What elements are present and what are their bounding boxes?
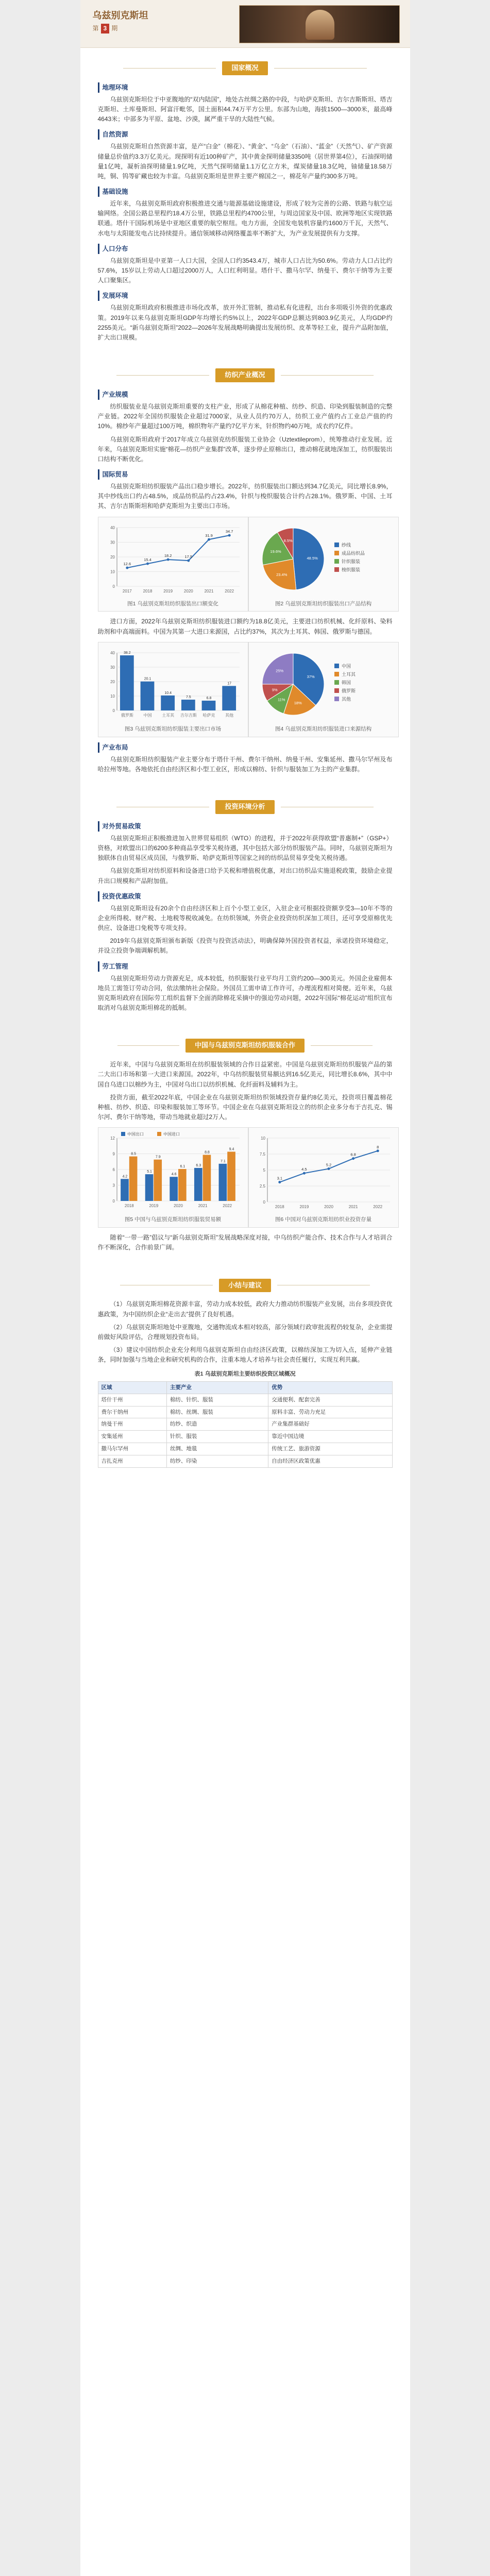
paragraph: 乌兹别克斯坦劳动力资源充足，成本较低，纺织服装行业平均月工资约200—300美元。外国企业雇佣本地员工需签订劳动合同，依法缴纳社会保险。外国员工需申请工作许可，办理流程相对简便。近年来，乌兹别克斯坦政府在国际劳工组织监督下全面消除棉花采摘中的强迫劳动问题，2022年国际“棉花运动”组织宣布取消对乌兹别克斯坦棉花的抵制。 bbox=[97, 974, 393, 1012]
data-point bbox=[166, 558, 169, 561]
y-tick-label: 40 bbox=[110, 650, 115, 655]
issue-prefix: 第 bbox=[92, 25, 99, 32]
slice-label: 37% bbox=[307, 674, 315, 680]
data-label: 4.2 bbox=[122, 1175, 127, 1179]
y-tick-label: 0 bbox=[263, 1200, 265, 1205]
x-tick-label: 俄罗斯 bbox=[121, 713, 133, 718]
chart-3-title: 图3 乌兹别克斯坦纺织服装主要出口市场 bbox=[124, 725, 222, 732]
series-line bbox=[127, 535, 229, 568]
x-tick-label: 中国 bbox=[143, 713, 151, 718]
data-label: 9.4 bbox=[229, 1147, 234, 1151]
slice-label: 23.4% bbox=[276, 572, 287, 577]
legend-label: 成品纺织品 bbox=[341, 550, 365, 556]
x-tick-label: 2018 bbox=[275, 1205, 284, 1210]
table-cell: 安集延州 bbox=[98, 1431, 166, 1443]
table-cell: 棉纺、针织、服装 bbox=[166, 1394, 268, 1406]
section-5-content bbox=[80, 1299, 410, 1467]
table-cell: 撒马尔罕州 bbox=[98, 1443, 166, 1455]
bar bbox=[154, 1160, 162, 1201]
bar bbox=[170, 1177, 178, 1201]
paragraph: 乌兹别克斯坦是中亚第一人口大国，全国人口约3543.4万，城市人口占比为50.6%。劳动力人口占比约57.6%，15岁以上劳动人口超过2000万人，人口红利明显。塔什干、撒马尔罕、纳曼干、费尔干纳等为主要人口聚集区。 bbox=[97, 257, 393, 284]
x-tick-label: 土耳其 bbox=[161, 713, 174, 718]
data-label: 6.8 bbox=[350, 1153, 356, 1158]
x-tick-label: 2022 bbox=[373, 1205, 382, 1210]
table-cell: 原料丰富、劳动力充足 bbox=[268, 1406, 392, 1418]
legend-swatch bbox=[334, 664, 339, 668]
paragraph: 乌兹别克斯坦正积极推进加入世界贸易组织（WTO）的进程，并于2022年获得欧盟“普惠制+”（GSP+）资格，对欧盟出口的6200多种商品享受零关税待遇，其中包括大部分纺织服装产品。同时，乌兹别克斯坦为独联体自由贸易区成员国，与俄罗斯、哈萨克斯坦等国家之间的纺织品贸易享受免关税待遇。 bbox=[97, 834, 393, 862]
legend-swatch bbox=[334, 551, 339, 555]
x-tick-label: 2020 bbox=[324, 1205, 333, 1210]
paragraph: 乌兹别克斯坦设有20余个自由经济区和上百个小型工业区，入驻企业可根据投资额享受3—10年不等的企业所得税、财产税、土地税等税收减免。在纺织领域，外资企业投资纺织深加工项目，还可享受原棉优先供应、设备进口免税等专项支持。 bbox=[97, 904, 393, 932]
subhead: 国际贸易 bbox=[98, 469, 393, 480]
table-row bbox=[98, 1443, 392, 1455]
section-title-1 bbox=[80, 61, 410, 75]
chart-1-line bbox=[102, 520, 245, 598]
table-row bbox=[98, 1431, 392, 1443]
data-label: 17.5 bbox=[184, 554, 192, 559]
issue-number: 3 bbox=[101, 24, 110, 33]
figure-row-3 bbox=[98, 1127, 393, 1228]
table-header-cell: 优势 bbox=[268, 1382, 392, 1394]
slice-label: 48.5% bbox=[307, 555, 318, 561]
chart-4-title: 图4 乌兹别克斯坦纺织服装进口来源结构 bbox=[275, 725, 372, 732]
chart-1-box bbox=[98, 517, 248, 612]
table-row bbox=[98, 1394, 392, 1406]
legend-swatch bbox=[157, 1132, 161, 1136]
chart-2-box bbox=[248, 517, 399, 612]
legend-swatch bbox=[334, 688, 339, 693]
table-cell: 纺纱、印染 bbox=[166, 1455, 268, 1467]
subhead: 劳工管理 bbox=[98, 961, 393, 972]
subhead: 产业布局 bbox=[98, 742, 393, 753]
x-tick-label: 2020 bbox=[183, 588, 193, 594]
data-label: 15.4 bbox=[143, 557, 151, 562]
legend-label: 韩国 bbox=[341, 680, 351, 685]
table-cell: 吉扎克州 bbox=[98, 1455, 166, 1467]
data-label: 7.5 bbox=[185, 695, 191, 699]
paragraph: （1）乌兹别克斯坦棉花资源丰富，劳动力成本较低，政府大力推动纺织服装产业发展，出台多项投资优惠政策，为中国纺织企业“走出去”提供了良好机遇。 bbox=[97, 1300, 393, 1318]
data-point bbox=[126, 566, 128, 569]
table-cell: 纳曼干州 bbox=[98, 1418, 166, 1431]
paragraph: 乌兹别克斯坦位于中亚腹地的“双内陆国”，地处古丝绸之路的中段，与哈萨克斯坦、吉尔吉斯斯坦、塔吉克斯坦、土库曼斯坦、阿富汗毗邻，国土面积44.74万平方公里。东部为山地，海拔1500—3000米，最高峰4643米；中部多为平原、盆地、沙漠，属严重干旱的大陆性气候。 bbox=[97, 95, 393, 123]
data-label: 10.4 bbox=[164, 691, 172, 695]
y-tick-label: 30 bbox=[110, 540, 115, 545]
y-tick-label: 30 bbox=[110, 665, 115, 670]
slice-label: 11% bbox=[277, 697, 285, 702]
paragraph: 乌兹别克斯坦政府积极推进市场化改革，放开外汇管制，推动私有化进程，出台多项吸引外资的优惠政策。2019年以来乌兹别克斯坦GDP年均增长约5%以上，2022年GDP总额达到803.9亿美元，人均GDP约2255美元。“新乌兹别克斯坦”2022—2026年发展战略明确提出发展纺织、皮革等轻工业，提升产品附加值，扩大出口规模。 bbox=[97, 304, 393, 341]
subhead: 对外贸易政策 bbox=[98, 821, 393, 832]
data-point bbox=[302, 1172, 305, 1175]
table-cell: 棉纺、丝绸、服装 bbox=[166, 1406, 268, 1418]
data-label: 7.1 bbox=[220, 1160, 226, 1164]
table-cell: 费尔干纳州 bbox=[98, 1406, 166, 1418]
legend-swatch bbox=[334, 543, 339, 547]
x-tick-label: 吉尔吉斯 bbox=[180, 713, 197, 718]
data-point bbox=[146, 562, 149, 565]
paragraph: 乌兹别克斯坦纺织服装产品出口稳步增长。2022年，纺织服装出口额达到34.7亿美元，同比增长8.9%，其中纱线出口约占48.5%，成品纺织品约占23.4%，针织与梭织服装合计约占28.1%。俄罗斯、中国、土耳其、吉尔吉斯斯坦和哈萨克斯坦为主要出口市场。 bbox=[97, 483, 393, 510]
data-label: 7.9 bbox=[155, 1156, 161, 1160]
y-tick-label: 9 bbox=[112, 1151, 115, 1157]
data-label: 8.8 bbox=[204, 1150, 210, 1155]
data-label: 3.1 bbox=[277, 1176, 282, 1181]
bar bbox=[145, 1174, 153, 1201]
chart-4-box bbox=[248, 642, 399, 737]
y-tick-label: 20 bbox=[110, 679, 115, 684]
data-label: 5.1 bbox=[146, 1170, 152, 1174]
data-label: 38.2 bbox=[123, 651, 131, 655]
bar bbox=[129, 1157, 137, 1201]
bar bbox=[120, 655, 133, 710]
x-tick-label: 2021 bbox=[204, 588, 213, 594]
investment-region-table bbox=[98, 1381, 393, 1468]
x-tick-label: 2019 bbox=[299, 1205, 309, 1210]
data-label: 12.6 bbox=[123, 561, 131, 566]
table-header-row bbox=[98, 1382, 392, 1394]
legend-label: 中国出口 bbox=[127, 1132, 144, 1137]
table-title: 表1 乌兹别克斯坦主要纺织投资区域概况 bbox=[194, 1371, 296, 1378]
data-label: 5.2 bbox=[326, 1162, 331, 1167]
legend-swatch bbox=[334, 567, 339, 572]
legend-label: 俄罗斯 bbox=[341, 688, 356, 693]
section-4-content bbox=[80, 1060, 410, 1252]
bar bbox=[161, 696, 175, 710]
subhead: 基础设施 bbox=[98, 187, 393, 197]
data-label: 8 bbox=[376, 1145, 379, 1150]
table-row bbox=[98, 1418, 392, 1431]
subhead: 发展环境 bbox=[98, 291, 393, 301]
subhead: 地理环境 bbox=[98, 82, 393, 93]
table-cell: 传统工艺、旅游资源 bbox=[268, 1443, 392, 1455]
y-tick-label: 0 bbox=[112, 584, 115, 589]
y-tick-label: 20 bbox=[110, 554, 115, 560]
data-point bbox=[352, 1158, 354, 1160]
chart-4-pie bbox=[252, 646, 395, 723]
header-banner-image bbox=[239, 5, 400, 43]
table-cell: 自由经济区政策优惠 bbox=[268, 1455, 392, 1467]
figure-row-1 bbox=[98, 517, 393, 612]
table-header-cell: 主要产业 bbox=[166, 1382, 268, 1394]
slice-label: 19.6% bbox=[269, 549, 281, 554]
y-tick-label: 0 bbox=[112, 1199, 115, 1204]
table-row bbox=[98, 1455, 392, 1467]
data-label: 8.5 bbox=[130, 1152, 136, 1156]
banner-figure bbox=[306, 10, 334, 40]
y-tick-label: 2.5 bbox=[259, 1184, 265, 1189]
chart-6-title: 图6 中国对乌兹别克斯坦纺织业投资存量 bbox=[275, 1216, 372, 1223]
table-cell: 产业集群基础好 bbox=[268, 1418, 392, 1431]
paragraph: （2）乌兹别克斯坦地处中亚腹地，交通物流成本相对较高，部分领域行政审批流程仍较复杂，企业需提前做好风险评估，合理规划投资布局。 bbox=[97, 1323, 393, 1341]
chart-6-box bbox=[248, 1127, 399, 1228]
legend-swatch bbox=[121, 1132, 125, 1136]
section-pill: 小结与建议 bbox=[219, 1279, 271, 1293]
data-point bbox=[376, 1150, 379, 1153]
data-point bbox=[228, 534, 230, 536]
x-tick-label: 哈萨克 bbox=[202, 713, 215, 718]
paragraph: 乌兹别克斯坦对纺织原料和设备进口给予关税和增值税优惠，对出口纺织品实施退税政策，鼓励企业提升出口规模和产品附加值。 bbox=[97, 867, 393, 885]
chart-2-pie bbox=[252, 520, 395, 598]
figure-row-2 bbox=[98, 642, 393, 737]
data-label: 6.8 bbox=[206, 696, 211, 700]
paragraph: 近年来，中国与乌兹别克斯坦在纺织服装领域的合作日益紧密。中国是乌兹别克斯坦纺织服装产品的第二大出口市场和第一大进口来源国。2022年，中乌纺织服装贸易额达到16.5亿美元，同比增长8.6%，其中中国自乌进口以棉纱为主，中国对乌出口以纺织机械、化纤面料及辅料为主。 bbox=[97, 1061, 393, 1088]
table-header-cell: 区域 bbox=[98, 1382, 166, 1394]
table-cell: 交通便利、配套完善 bbox=[268, 1394, 392, 1406]
legend-swatch bbox=[334, 697, 339, 701]
data-point bbox=[187, 559, 190, 562]
chart-2-title: 图2 乌兹别克斯坦纺织服装出口产品结构 bbox=[275, 600, 372, 607]
section-title-5 bbox=[80, 1279, 410, 1293]
y-tick-label: 5 bbox=[263, 1168, 265, 1173]
paragraph: 随着“一带一路”倡议与“新乌兹别克斯坦”发展战略深度对接，中乌纺织产能合作、技术合作与人才培训合作不断深化，合作前景广阔。 bbox=[97, 1234, 393, 1251]
x-tick-label: 2019 bbox=[163, 588, 173, 594]
chart-5-box bbox=[98, 1127, 248, 1228]
y-tick-label: 10 bbox=[110, 693, 115, 699]
header bbox=[80, 0, 410, 48]
paragraph: 2019年乌兹别克斯坦颁布新版《投资与投资活动法》，明确保障外国投资者权益，承诺投资环境稳定，并设立投资争端调解机制。 bbox=[97, 937, 393, 955]
paragraph: 乌兹别克斯坦纺织服装产业主要分布于塔什干州、费尔干纳州、纳曼干州、安集延州、撒马尔罕州及布哈拉州等地。各地依托自由经济区和小型工业区，形成以棉纺、针织与服装加工为主的产业集群。 bbox=[97, 755, 393, 773]
bar bbox=[202, 1155, 211, 1201]
section-title-2 bbox=[80, 368, 410, 382]
y-tick-label: 3 bbox=[112, 1183, 115, 1188]
y-tick-label: 10 bbox=[260, 1136, 265, 1141]
section-1-content bbox=[80, 82, 410, 343]
paragraph: （3）建议中国纺织企业充分利用乌兹别克斯坦自由经济区政策，以棉纺深加工为切入点，延伸产业链条，同时加强与当地企业和研究机构的合作，注重本地人才培养与社会责任履行，实现互利共赢。 bbox=[97, 1346, 393, 1364]
y-tick-label: 12 bbox=[110, 1136, 115, 1141]
legend-label: 其他 bbox=[341, 696, 351, 702]
chart-1-title: 图1 乌兹别克斯坦纺织服装出口额变化 bbox=[127, 600, 218, 607]
data-label: 34.7 bbox=[225, 529, 233, 534]
data-point bbox=[208, 538, 210, 540]
section-title-4 bbox=[80, 1039, 410, 1053]
table-row bbox=[98, 1406, 392, 1418]
x-tick-label: 2018 bbox=[124, 1204, 134, 1209]
data-label: 4.5 bbox=[301, 1167, 307, 1172]
paragraph: 乌兹别克斯坦政府于2017年成立乌兹别克纺织服装工业协会（Uztextileprom），统筹推动行业发展。近年来，乌兹别克斯坦实施“棉花—纺织产业集群”改革，逐步停止原棉出口，推动棉花就地深加工，纺织服装出口结构不断优化。 bbox=[97, 435, 393, 463]
table-cell: 塔什干州 bbox=[98, 1394, 166, 1406]
subhead: 产业规模 bbox=[98, 389, 393, 400]
slice-label: 9% bbox=[272, 687, 278, 692]
legend-label: 中国进口 bbox=[163, 1132, 180, 1137]
x-tick-label: 2022 bbox=[224, 588, 234, 594]
bar bbox=[227, 1152, 235, 1201]
y-tick-label: 0 bbox=[112, 708, 115, 713]
data-label: 4.6 bbox=[171, 1173, 177, 1177]
subhead: 自然资源 bbox=[98, 129, 393, 140]
section-3-content bbox=[80, 821, 410, 1013]
bar bbox=[218, 1164, 227, 1201]
chart-5-title: 图5 中国与乌兹别克斯坦纺织服装贸易额 bbox=[124, 1216, 222, 1223]
legend-label: 中国 bbox=[341, 663, 351, 669]
paragraph: 纺织服装业是乌兹别克斯坦重要的支柱产业，形成了从棉花种植、纺纱、织造、印染到服装制造的完整产业链。2022年全国纺织服装企业超过7000家，从业人员约70万人，纺织工业产值约占工业总产值的约10%。棉纱年产量超过100万吨，棉织物年产量约7亿平方米，针织物约40万吨，成衣约7亿件。 bbox=[97, 402, 393, 430]
x-tick-label: 2019 bbox=[149, 1204, 158, 1209]
y-tick-label: 10 bbox=[110, 569, 115, 574]
bar bbox=[194, 1168, 202, 1201]
section-pill: 中国与乌兹别克斯坦纺织服装合作 bbox=[185, 1039, 305, 1053]
x-tick-label: 2021 bbox=[348, 1205, 358, 1210]
legend-label: 土耳其 bbox=[341, 671, 356, 677]
x-tick-label: 2022 bbox=[222, 1204, 232, 1209]
y-tick-label: 6 bbox=[112, 1167, 115, 1173]
slice-label: 25% bbox=[275, 668, 283, 673]
paragraph: 进口方面，2022年乌兹别克斯坦纺织服装进口额约为18.8亿美元，主要进口纺织机械、化纤原料、染料助剂和中高端面料。中国为其第一大进口来源国，占比约37%，其次为土耳其、韩国、俄罗斯与德国。 bbox=[97, 618, 393, 635]
paragraph: 投资方面，截至2022年底，中国企业在乌兹别克斯坦纺织领域投资存量约8亿美元，投资项目覆盖棉花种植、纺纱、织造、印染和服装加工等环节。中国企业在乌兹别克斯坦设立的纺织企业多分布于吉扎克、锡尔河、费尔干纳等地，带动当地就业超过2万人。 bbox=[97, 1093, 393, 1121]
brand-title: 乌兹别克斯坦 bbox=[92, 10, 148, 21]
table-cell: 纺纱、织造 bbox=[166, 1418, 268, 1431]
legend-label: 纱线 bbox=[341, 542, 351, 548]
table-cell: 丝绸、地毯 bbox=[166, 1443, 268, 1455]
page bbox=[80, 0, 410, 2576]
section-pill: 纺织产业概况 bbox=[215, 368, 274, 382]
legend-label: 针织服装 bbox=[341, 558, 360, 564]
bar bbox=[222, 686, 236, 710]
x-tick-label: 其他 bbox=[225, 713, 233, 718]
data-label: 20.1 bbox=[144, 677, 151, 681]
x-tick-label: 2021 bbox=[198, 1204, 207, 1209]
data-label: 31.9 bbox=[205, 533, 213, 538]
table-cell: 针织、服装 bbox=[166, 1431, 268, 1443]
chart-3-box bbox=[98, 642, 248, 737]
bar bbox=[178, 1169, 187, 1201]
legend-swatch bbox=[334, 559, 339, 564]
chart-5-bar bbox=[102, 1131, 245, 1213]
y-tick-label: 7.5 bbox=[259, 1152, 265, 1157]
issue-label bbox=[93, 24, 118, 33]
data-point bbox=[278, 1181, 281, 1183]
section-pill: 国家概况 bbox=[222, 61, 267, 75]
table-body bbox=[98, 1394, 392, 1467]
legend-swatch bbox=[334, 680, 339, 685]
paragraph: 近年来，乌兹别克斯坦政府积极推进交通与能源基础设施建设，形成了较为完善的公路、铁路与航空运输网络。全国公路总里程约18.4万公里，铁路总里程约4700公里，与周边国家及中国、欧洲等地区实现铁路联通。塔什干国际机场是中亚地区重要的航空枢纽。电力方面，全国发电装机容量约1600万千瓦，天然气、水电与太阳能发电占比持续提升。通信领域移动网络覆盖率不断扩大，为产业发展提供有力支撑。 bbox=[97, 200, 393, 237]
chart-6-line bbox=[252, 1131, 395, 1213]
paragraph: 乌兹别克斯坦自然资源丰富，是产“白金”（棉花）、“黄金”、“乌金”（石油）、“蓝金”（天然气）、矿产资源储量总价值约3.3万亿美元。现探明有近100种矿产，其中黄金探明储量3350吨（居世界第4位），石油探明储量1亿吨，凝析油探明储量1.9亿吨，天然气探明储量1.1万亿立方米，煤炭储量18.3亿吨，铀储量18.58万吨，铜、钨等矿藏也较为丰富。乌兹别克斯坦是世界主要产棉国之一，棉花年产量约300多万吨。 bbox=[97, 143, 393, 180]
x-tick-label: 2018 bbox=[143, 588, 152, 594]
x-tick-label: 2020 bbox=[173, 1204, 183, 1209]
subhead: 投资优惠政策 bbox=[98, 891, 393, 902]
section-2-content bbox=[80, 389, 410, 774]
table-cell: 靠近中国边境 bbox=[268, 1431, 392, 1443]
bar bbox=[121, 1179, 129, 1201]
bar bbox=[181, 700, 195, 710]
y-tick-label: 40 bbox=[110, 525, 115, 530]
slice-label: 8.5% bbox=[283, 538, 293, 543]
data-label: 6.3 bbox=[195, 1164, 201, 1168]
bar bbox=[201, 701, 215, 710]
bar bbox=[140, 682, 154, 710]
data-label: 18.2 bbox=[164, 553, 172, 558]
data-label: 17 bbox=[227, 682, 231, 686]
section-pill: 投资环境分析 bbox=[215, 800, 274, 814]
data-label: 6.1 bbox=[179, 1165, 185, 1169]
issue-suffix: 期 bbox=[111, 25, 118, 32]
legend-swatch bbox=[334, 672, 339, 676]
slice-label: 18% bbox=[294, 700, 302, 705]
data-point bbox=[327, 1167, 330, 1170]
chart-3-bar bbox=[102, 646, 245, 723]
subhead: 人口分布 bbox=[98, 244, 393, 254]
section-title-3 bbox=[80, 800, 410, 814]
x-tick-label: 2017 bbox=[122, 588, 132, 594]
legend-label: 梭织服装 bbox=[341, 567, 360, 572]
